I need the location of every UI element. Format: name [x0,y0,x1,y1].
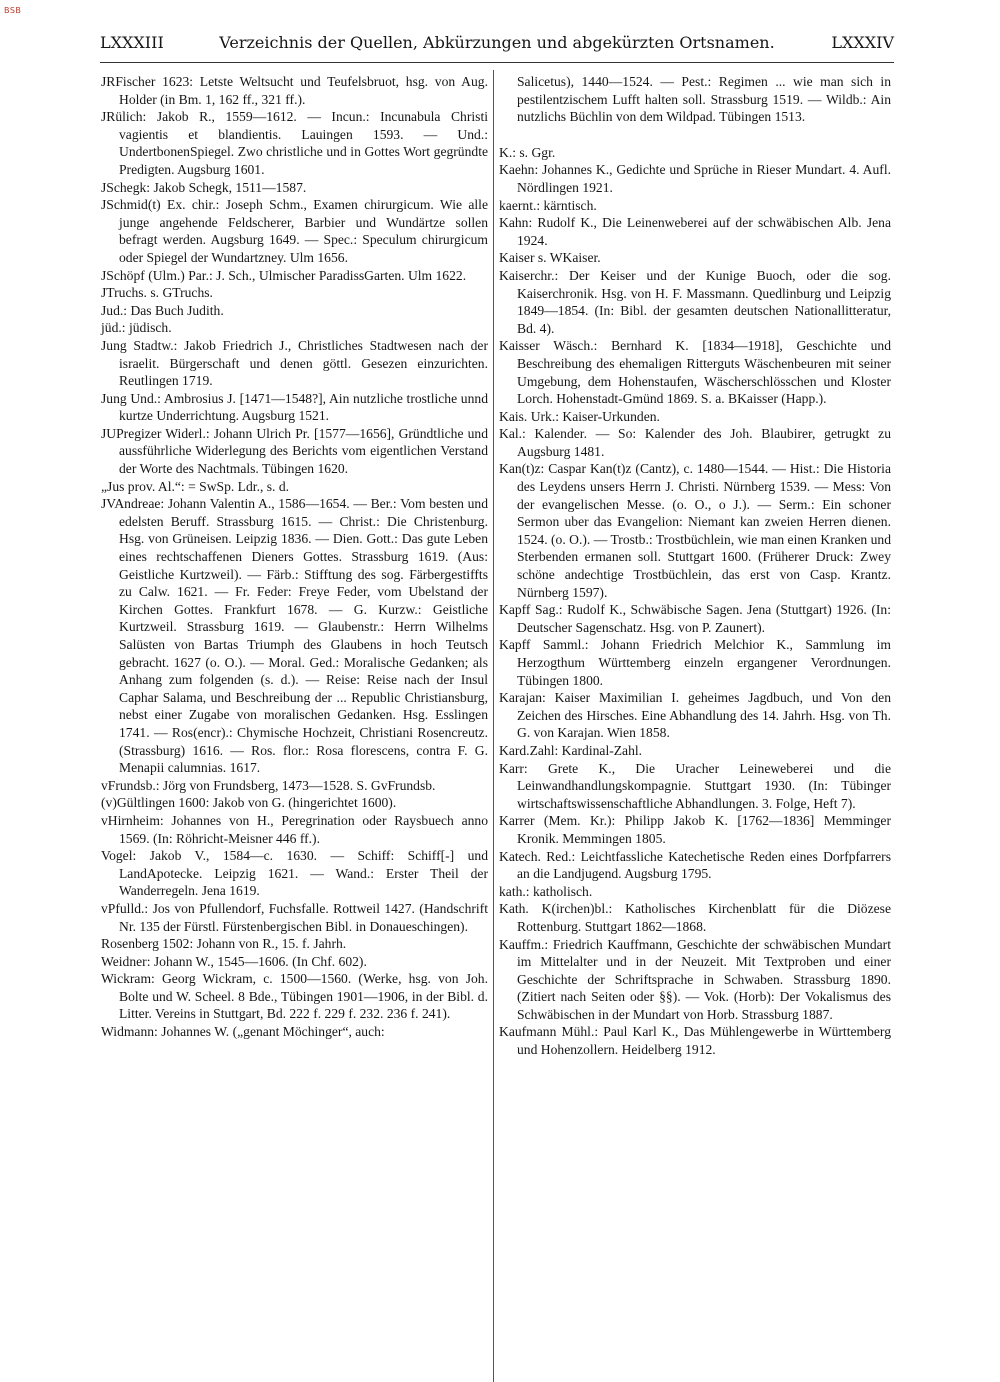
entry: JRülich: Jakob R., 1559—1612. — Incun.: Incunabula Christi vagientis et blandientis. Lauingen 1593. — Und.: UndertbonenSpiegel. Zwo christliche und in Gottes Wort gegründte Predigten. Augsburg 1601. [101,109,488,177]
entry: vHirnheim: Johannes von H., Peregrination oder Raysbuech anno 1569. (In: Röhricht-Meisner 446 ff.). [101,812,488,846]
header-rule [100,62,894,63]
entry: Katech. Red.: Leichtfassliche Katechetische Reden eines Dorfpfarrers an die Landjugend. Augsburg 1795. [499,848,891,882]
entry: JSchegk: Jakob Schegk, 1511—1587. [101,179,307,195]
page-header [100,33,894,55]
entry: Kais. Urk.: Kaiser-Urkunden. [499,408,660,424]
entry: JVAndreae: Johann Valentin A., 1586—1654. — Ber.: Vom besten und edelsten Beruff. Strassburg 1615. — Christ.: Die Christenburg. Hsg. von Grüneisen. Leipzig 1836. — Dien. Gott.: Das gute Leben eines rechtschaffenen Dieners Gottes. Strassburg 1619. (Aus: Geistliche Kurtzweil). — Färb.: Stifftung des sog. Färbergestiffts zu Calw. 1621. — Fr. Feder: Freye Feder, vom Ubelstand der Kirchen Gottes. Frankfurt 1678. — G. Kurzw.: Geistliche Kurtzweil. Strassburg 1619. — Glaubenstr.: Herrn Wilhelms Salüsten von Bartas Triumph des Glaubens in hoch Teutsch gebracht. 1627 (o. O.). — Moral. Ged.: Moralische Gedanken; als Anhang zum folgenden (s. d.). — Reise: Reise nach der Insul Caphar Salama, und Beschreibung der ... Republic Christiansburg, nebst einer Zugabe von moralischen Gedanken. Hsg. Esslingen 1741. — Ros(encr).: Chymische Hochzeit, Christiani Rosencreutz. (Strassburg) 1616. — Ros. flor.: Rosa florescens, contra F. G. Menapii calumnias. 1617. [101,496,488,776]
entry: Kapff Sag.: Rudolf K., Schwäbische Sagen. Jena (Stuttgart) 1926. (In: Deutscher Sagenschatz. Hsg. von P. Zaunert). [499,602,891,635]
entry: Kauffm.: Friedrich Kauffmann, Geschichte der schwäbischen Mundart im Mittelalter und in der Neuzeit. Mit Textproben und einer Geschichte der Schriftsprache in Schwaben. Strassburg 1890. (Zitiert nach Seiten oder §§). — Vok. (Horb): Der Vokalismus des Schwäbischen in der Mundart von Horb. Strassburg 1887. [499,936,891,1022]
entry: Jud.: Das Buch Judith. [101,302,224,318]
entry: Kaufmann Mühl.: Paul Karl K., Das Mühlengewerbe in Württemberg und Hohenzollern. Heidelberg 1912. [499,1024,891,1058]
entry: (v)Gültlingen 1600: Jakob von G. (hingerichtet 1600). [101,795,397,811]
entry: „Jus prov. Al.“: = SwSp. Ldr., s. d. [101,478,290,494]
entry: JSchöpf (Ulm.) Par.: J. Sch., Ulmischer ParadissGarten. Ulm 1622. [101,267,467,283]
entry: Kath. K(irchen)bl.: Katholisches Kirchenblatt für die Diözese Rottenburg. Stuttgart 1862—1868. [499,901,891,934]
column-divider [493,70,494,1382]
entry: Kaiser s. WKaiser. [499,250,601,266]
entry: Rosenberg 1502: Johann von R., 15. f. Jahrh. [101,936,347,952]
entry: JSchmid(t) Ex. chir.: Joseph Schm., Examen chirurgicum. Wie alle junge angehende Feldscherer, Barbier und Wundärtze sollen befragt werden. Augsburg 1649. — Spec.: Speculum chirurgicum oder Spiegel der Wundartzney. Ulm 1656. [101,197,488,265]
entry: Kaisser Wäsch.: Bernhard K. [1834—1918], Geschichte und Beschreibung des ehemaligen Ritterguts Wäschenbeuren mit seiner Umgebung, dem Hohenstaufen, Wäscherschlösschen und Kloster Lorch. Hohenstadt-Gmünd 1869. S. a. BKaisser (Happ.). [499,338,891,407]
entry: jüd.: jüdisch. [101,320,172,336]
page-number-left: LXXXIII [100,33,164,52]
entry: kaernt.: kärntisch. [499,197,597,213]
entry: K.: s. Ggr. [499,144,556,160]
left-column [101,73,488,1041]
entry: Kaiserchr.: Der Keiser und der Kunige Buoch, oder die sog. Kaiserchronik. Hsg. von H. F. Massmann. Quedlinburg und Leipzig 1849—1854. (In: Bibl. der gesamten deutschen Nationallitteratur, Bd. 4). [499,267,891,336]
entry: Kapff Samml.: Johann Friedrich Melchior K., Sammlung im Herzogthum Württemberg einzeln ergangener Verordnungen. Tübingen 1800. [499,637,891,688]
entry: Karajan: Kaiser Maximilian I. geheimes Jagdbuch, und Von den Zeichen des Hirsches. Eine Abhandlung des 14. Jahrh. Hsg. von Th. G. von Karajan. Wien 1858. [499,690,891,741]
entry: JTruchs. s. GTruchs. [101,285,213,301]
entry: Kahn: Rudolf K., Die Leinenweberei auf der schwäbischen Alb. Jena 1924. [499,215,891,248]
entry: kath.: katholisch. [499,883,593,899]
entry: Karrer (Mem. Kr.): Philipp Jakob K. [1762—1836] Memminger Kronik. Memmingen 1805. [499,813,891,846]
entry: Kan(t)z: Caspar Kan(t)z (Cantz), c. 1480—1544. — Hist.: Die Historia des Leydens unsers Herrn J. Christi. Nürnberg 1539. — Mess: Von der evangelischen Messe. (o. O., o J.). — Serm.: Ein schoner Sermon uber das Evangelion: Niemant kan zweien Herren dienen. 1524. (o. O.). — Trostb.: Trostbüchlein, wie man einen Kranken und Sterbenden ermanen soll. Stuttgart 1600. (Früherer Druck: Zwey schöne andechtige Trostbüchlein, das erst von Casp. Krantz. Nürnberg 1597). [499,461,891,600]
entry: vPfulld.: Jos von Pfullendorf, Fuchsfalle. Rottweil 1427. (Handschrift Nr. 135 der Fürstl. Fürstenbergischen Bibl. in Donaueschingen). [101,900,488,934]
entry: vFrundsb.: Jörg von Frundsberg, 1473—1528. S. GvFrundsb. [101,777,436,793]
right-column [499,73,891,1059]
page-number-right: LXXXIV [831,33,894,52]
entry: Karr: Grete K., Die Uracher Leineweberei und die Leinwandhandlungskompagnie. Stuttgart 1930. (In: Tübinger wirtschaftswissenschaftliche Abhandlungen. 3. Folge, Heft 7). [499,760,891,811]
entry: Jung Und.: Ambrosius J. [1471—1548?], Ain nutzliche trostliche unnd kurtze Underrichtung. Augsburg 1521. [101,390,488,424]
entry: Widmann: Johannes W. („genant Möchinger“, auch: [101,1024,385,1040]
running-title: Verzeichnis der Quellen, Abkürzungen und abgekürzten Ortsnamen. [219,33,775,52]
entry: Jung Stadtw.: Jakob Friedrich J., Christliches Stadtwesen nach der israelit. Bürgerschaft und denen göttl. Gesezen einzurichten. Reutlingen 1719. [101,337,488,389]
entry: Wickram: Georg Wickram, c. 1500—1560. (Werke, hsg. von Joh. Bolte und W. Scheel. 8 Bde., Tübingen 1901—1906, in der Bibl. d. Litter. Vereins in Stuttgart, Bd. 222 f. 229 f. 232. 236 f. 241). [101,971,488,1022]
entry: JRFischer 1623: Letste Weltsucht und Teufelsbruot, hsg. von Aug. Holder (in Bm. 1, 162 ff., 321 ff.). [101,74,488,107]
entry: JUPregizer Widerl.: Johann Ulrich Pr. [1577—1656], Gründtliche und aussführliche Widerlegung des Berichts vom eigentlichen Verstand der Worte des Nachtmals. Tübingen 1620. [101,425,488,477]
section-gap [499,126,891,144]
entry: Kard.Zahl: Kardinal-Zahl. [499,742,643,758]
entry-continued: Salicetus), 1440—1524. — Pest.: Regimen ... wie man sich in pestilentzischem Lufft halten soll. Strassburg 1519. — Wildb.: Ain nutzlichs Büchlin von dem Wildpad. Tübingen 1513. [517,74,891,125]
entry: Weidner: Johann W., 1545—1606. (In Chf. 602). [101,953,367,969]
entry: Kal.: Kalender. — So: Kalender des Joh. Blaubirer, getrugkt zu Augsburg 1481. [499,426,891,459]
library-mark: BSB [4,6,22,15]
entry: Vogel: Jakob V., 1584—c. 1630. — Schiff: Schiff[-] und LandApotecke. Leipzig 1621. — Wand.: Erster Theil der Wanderregeln. Jena 1619. [101,848,488,899]
entry: Kaehn: Johannes K., Gedichte und Sprüche in Rieser Mundart. 4. Aufl. Nördlingen 1921. [499,162,891,195]
